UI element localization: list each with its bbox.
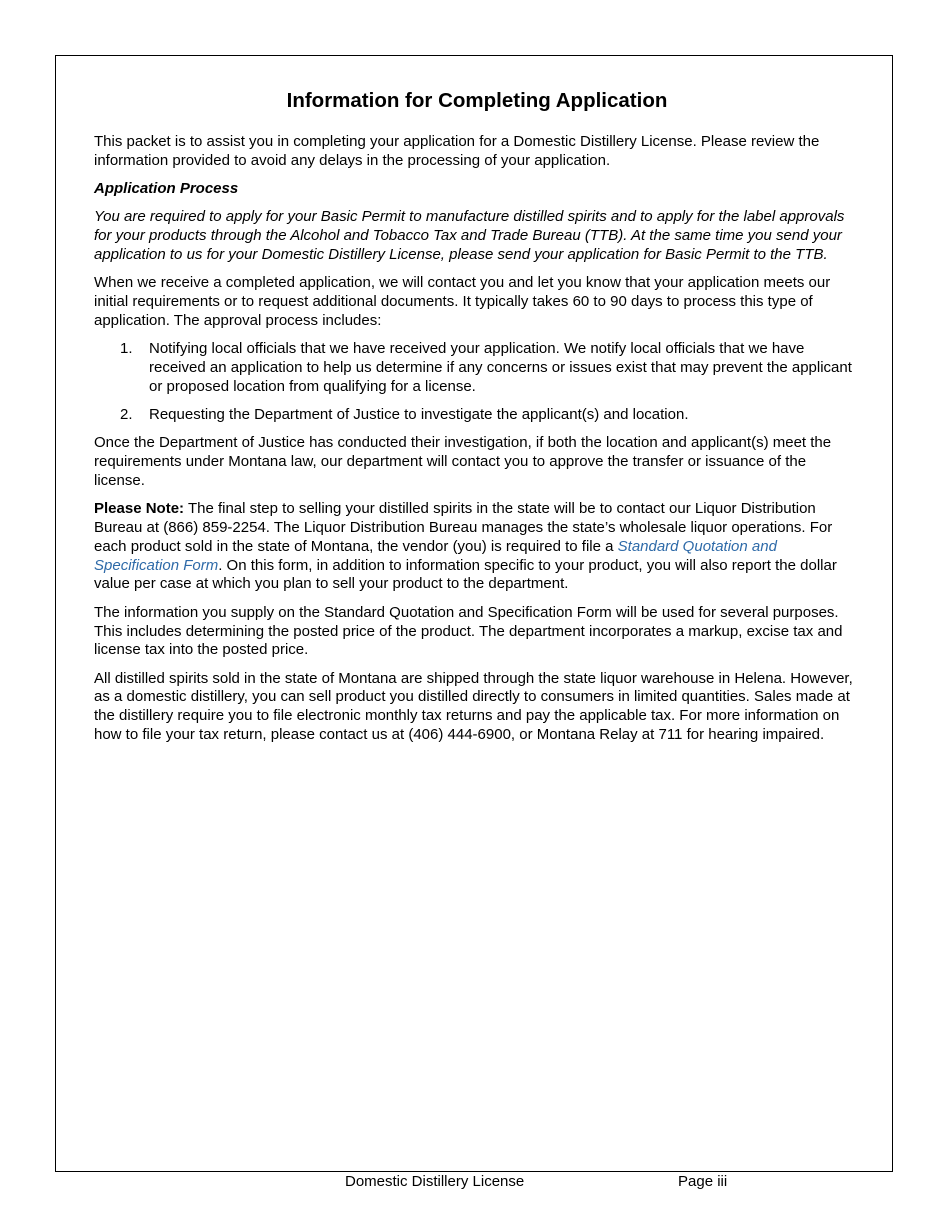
section-heading-application-process: Application Process <box>94 180 239 198</box>
note-paragraph <box>94 500 860 594</box>
list-item-number: 2. <box>120 406 133 424</box>
ttb-permit-paragraph: You are required to apply for your Basic Permit to manufacture distilled spirits and to apply for the label approvals for your products through the Alcohol and Tobacco Tax and Trade Bureau (TTB). At the same time you send your application to us for your Domestic Distillery License, please send your application for Basic Permit to the TTB. <box>94 208 845 263</box>
note-label: Please Note: <box>94 500 185 518</box>
footer-title: Domestic Distillery License <box>345 1173 525 1190</box>
list-item-text: Requesting the Department of Justice to investigate the applicant(s) and location. <box>149 406 689 424</box>
standard-quotation-form-link[interactable]: Standard Quotation and Specification Form <box>94 537 777 574</box>
footer-page-number: Page iii <box>678 1173 728 1190</box>
list-item <box>94 340 860 396</box>
list-item-number: 1. <box>120 340 133 358</box>
page-footer <box>0 1172 950 1192</box>
document-body <box>94 88 860 754</box>
investigation-paragraph: Once the Department of Justice has conducted their investigation, if both the location and applicant(s) meet the requirements under Montana law, our department will contact you to approve the transfer or issuance of the license. <box>94 434 832 489</box>
list-item-text: Notifying local officials that we have received your application. We notify local officials that we have received an application to help us determine if any concerns or issues exist that may prevent the applicant or proposed location from qualifying for a license. <box>149 340 852 395</box>
note-text: The final step to selling your distilled spirits in the state will be to contact our Liquor Distribution Bureau at (866) 859-2254. The Liquor Distribution Bureau manages the state’s wholesale liquor operations. For each product sold in the state of Montana, the vendor (you) is required to file a <box>94 500 833 555</box>
note-text-continued: . On this form, in addition to information specific to your product, you will also report the dollar value per case at which you plan to sell your product to the department. <box>94 556 837 593</box>
intro-paragraph: This packet is to assist you in completing your application for a Domestic Distillery License. Please review the information provided to avoid any delays in the processing of your application. <box>94 133 820 169</box>
page-title: Information for Completing Application <box>286 89 668 112</box>
approval-steps-list <box>94 340 860 425</box>
pricing-paragraph: The information you supply on the Standard Quotation and Specification Form will be used for several purposes. This includes determining the posted price of the product. The department incorporates a markup, excise tax and license tax into the posted price. <box>94 603 843 659</box>
list-item <box>94 406 860 425</box>
process-paragraph: When we receive a completed application, we will contact you and let you know that your application meets our initial requirements or to request additional documents. It typically takes 60 to 90 days to process this type of application. The approval process includes: <box>94 274 831 329</box>
warehouse-paragraph: All distilled spirits sold in the state of Montana are shipped through the state liquor warehouse in Helena. However, as a domestic distillery, you can sell product you distilled directly to consumers in limited quantities. Sales made at the distillery require you to file electronic monthly tax returns and pay the applicable tax. For more information on how to file your tax return, please contact us at (406) 444-6900, or Montana Relay at 711 for hearing impaired. <box>94 669 853 744</box>
